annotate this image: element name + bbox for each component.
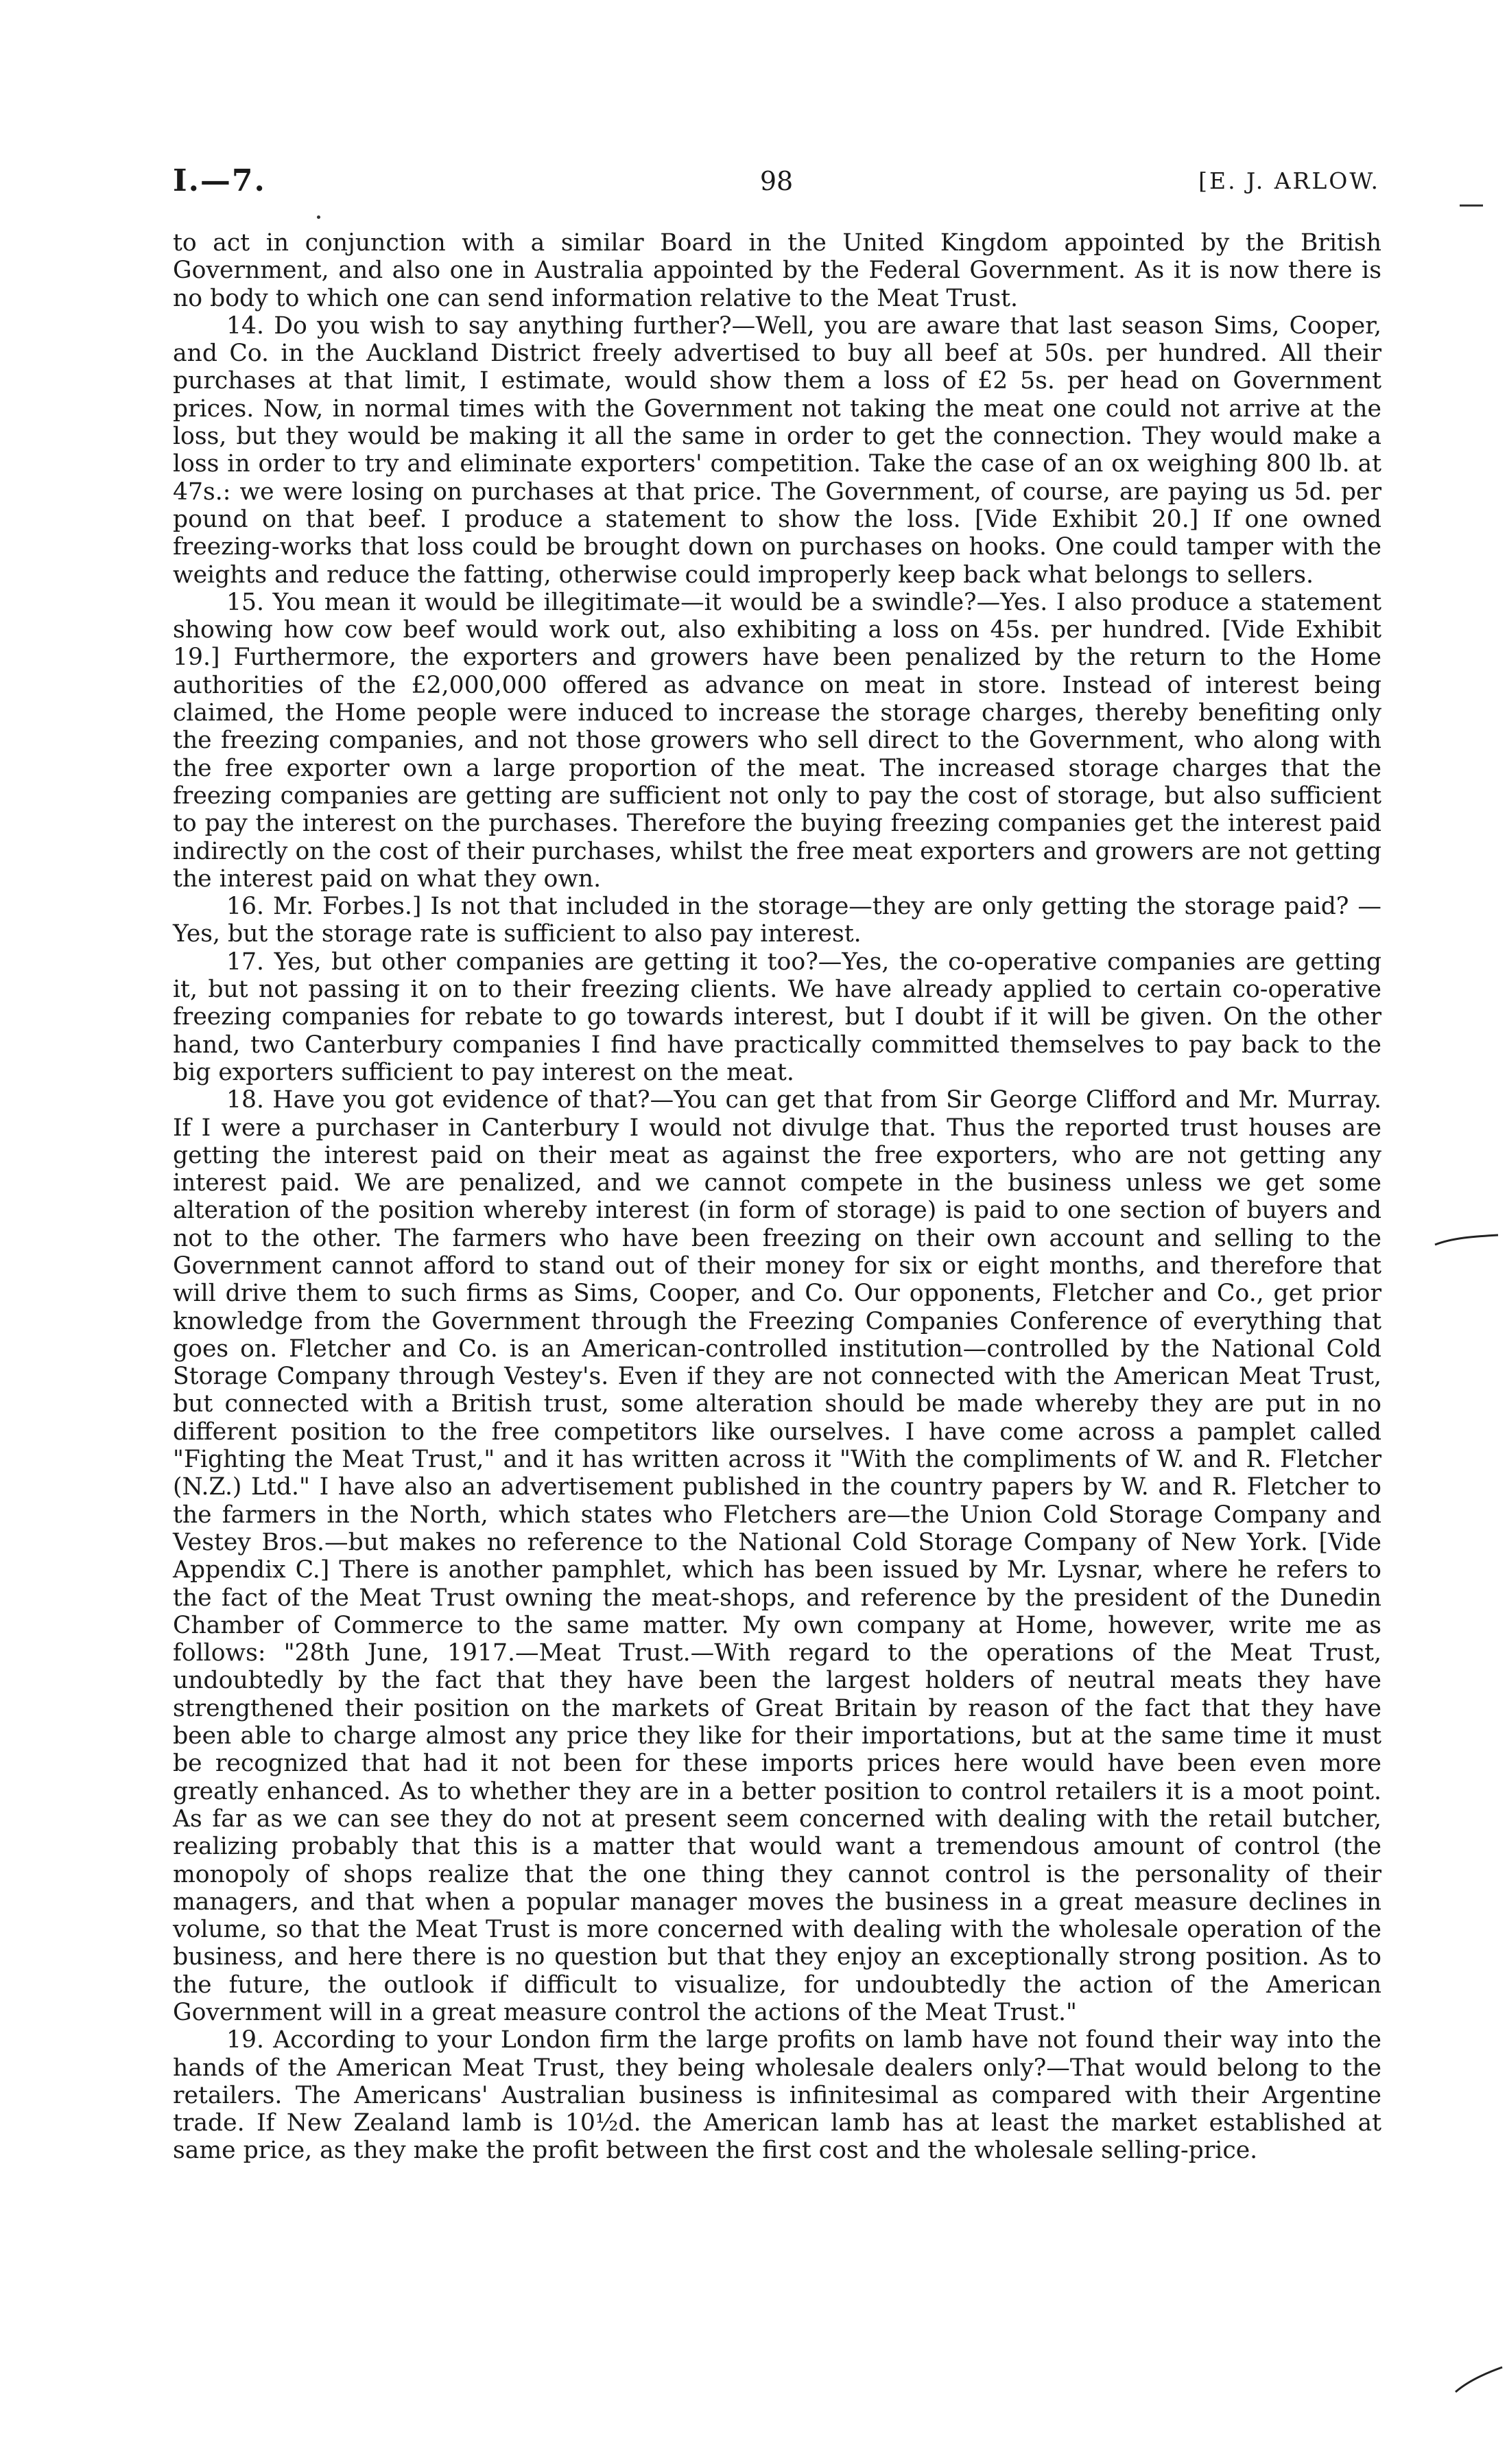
page-header [173,163,1380,204]
paragraph-question-16: 16. Mr. Forbes.] Is not that included in the storage—they are only getting the storage paid? —Yes, but the storage rate is sufficient to also pay interest. [173,893,1381,948]
margin-pencil-mark [1432,1227,1501,1254]
margin-pencil-mark-lower [1453,2362,1505,2396]
header-stray-dot [317,215,320,219]
paragraph-continuation: to act in conjunction with a similar Board in the United Kingdom appointed by the British Government, and also one in Australia appointed by the Federal Government. As it is now there is no body to which one can send information relative to the Meat Trust. [173,229,1381,312]
paragraph-question-19: 19. According to your London firm the large profits on lamb have not found their way into the hands of the American Meat Trust, they being wholesale dealers only?—That would belong to the retailers. The Americans' Australian business is infinitesimal as compared with their Argentine trade. If New Zealand lamb is 10½d. the American lamb has at least the market established at same price, as they make the profit between the first cost and the wholesale selling-price. [173,2026,1381,2165]
paragraph-question-14: 14. Do you wish to say anything further?—Well, you are aware that last season Sims, Cooper, and Co. in the Auckland District freely advertised to buy all beef at 50s. per hundred. All their purchases at that limit, I estimate, would show them a loss of £2 5s. per head on Government prices. Now, in normal times with the Government not taking the meat one could not arrive at the loss, but they would be making it all the same in order to get the connection. They would make a loss in order to try and eliminate exporters' competition. Take the case of an ox weighing 800 lb. at 47s.: we were losing on purchases at that price. The Government, of course, are paying us 5d. per pound on that beef. I produce a statement to show the loss. [Vide Exhibit 20.] If one owned freezing-works that loss could be brought down on purchases on hooks. One could tamper with the weights and reduce the fatting, otherwise could improperly keep back what belongs to sellers. [173,312,1381,589]
paragraph-question-18: 18. Have you got evidence of that?—You can get that from Sir George Clifford and Mr. Murray. If I were a purchaser in Canterbury I would not divulge that. Thus the reported trust houses are getting the interest paid on their meat as against the free exporters, who are not getting any interest paid. We are penalized, and we cannot compete in the business unless we get some alteration of the position whereby interest (in form of storage) is paid to one section of buyers and not to the other. The farmers who have been freezing on their own account and selling to the Government cannot afford to stand out of their money for six or eight months, and therefore that will drive them to such firms as Sims, Cooper, and Co. Our opponents, Fletcher and Co., get prior knowledge from the Government through the Freezing Companies Conference of everything that goes on. Fletcher and Co. is an American-controlled institution—controlled by the National Cold Storage Company through Vestey's. Even if they are not connected with the American Meat Trust, but connected with a British trust, some alteration should be made whereby they are put in no different position to the free competitors like ourselves. I have come across a pamplet called "Fighting the Meat Trust," and it has written across it "With the compliments of W. and R. Fletcher (N.Z.) Ltd." I have also an advertisement published in the country papers by W. and R. Fletcher to the farmers in the North, which states who Fletchers are—the Union Cold Storage Company and Vestey Bros.—but makes no reference to the National Cold Storage Company of New York. [Vide Appendix C.] There is another pamphlet, which has been issued by Mr. Lysnar, where he refers to the fact of the Meat Trust owning the meat-shops, and reference by the president of the Dunedin Chamber of Commerce to the same matter. My own company at Home, however, write me as follows: "28th June, 1917.—Meat Trust.—With regard to the operations of the Meat Trust, undoubtedly by the fact that they have been the largest holders of neutral meats they have strengthened their position on the markets of Great Britain by reason of the fact that they have been able to charge almost any price they like for their importations, but at the same time it must be recognized that had it not been for these imports prices here would have been even more greatly enhanced. As to whether they are in a better position to control retailers it is a moot point. As far as we can see they do not at present seem concerned with dealing with the retail butcher, realizing probably that this is a matter that would want a tremendous amount of control (the monopoly of shops realize that the one thing they cannot control is the personality of their managers, and that when a popular manager moves the business in a great measure declines in volume, so that the Meat Trust is more concerned with dealing with the wholesale operation of the business, and here there is no question but that they enjoy an exceptionally strong position. As to the future, the outlook if difficult to visualize, for undoubtedly the action of the American Government will in a great measure control the actions of the Meat Trust." [173,1086,1381,2026]
witness-name: [E. J. ARLOW. [1198,167,1380,194]
paragraph-question-15: 15. You mean it would be illegitimate—it would be a swindle?—Yes. I also produce a statement showing how cow beef would work out, also exhibiting a loss on 45s. per hundred. [Vide Exhibit 19.] Furthermore, the exporters and growers have been penalized by the return to the Home authorities of the £2,000,000 offered as advance on meat in store. Instead of interest being claimed, the Home people were induced to increase the storage charges, thereby benefiting only the freezing companies, and not those growers who sell direct to the Government, who along with the free exporter own a large proportion of the meat. The increased storage charges that the freezing companies are getting are sufficient not only to pay the cost of storage, but also sufficient to pay the interest on the purchases. Therefore the buying freezing companies get the interest paid indirectly on the cost of their purchases, whilst the free meat exporters and growers are not getting the interest paid on what they own. [173,588,1381,893]
page-number: 98 [759,166,794,196]
document-reference: I.—7. [173,163,266,198]
header-stray-dash [1460,204,1483,207]
paragraph-question-17: 17. Yes, but other companies are getting it too?—Yes, the co-operative companies are getting it, but not passing it on to their freezing clients. We have already applied to certain co-operative freezing companies for rebate to go towards interest, but I doubt if it will be given. On the other hand, two Canterbury companies I find have practically committed themselves to pay back to the big exporters sufficient to pay interest on the meat. [173,948,1381,1086]
body-text [173,229,1381,2165]
